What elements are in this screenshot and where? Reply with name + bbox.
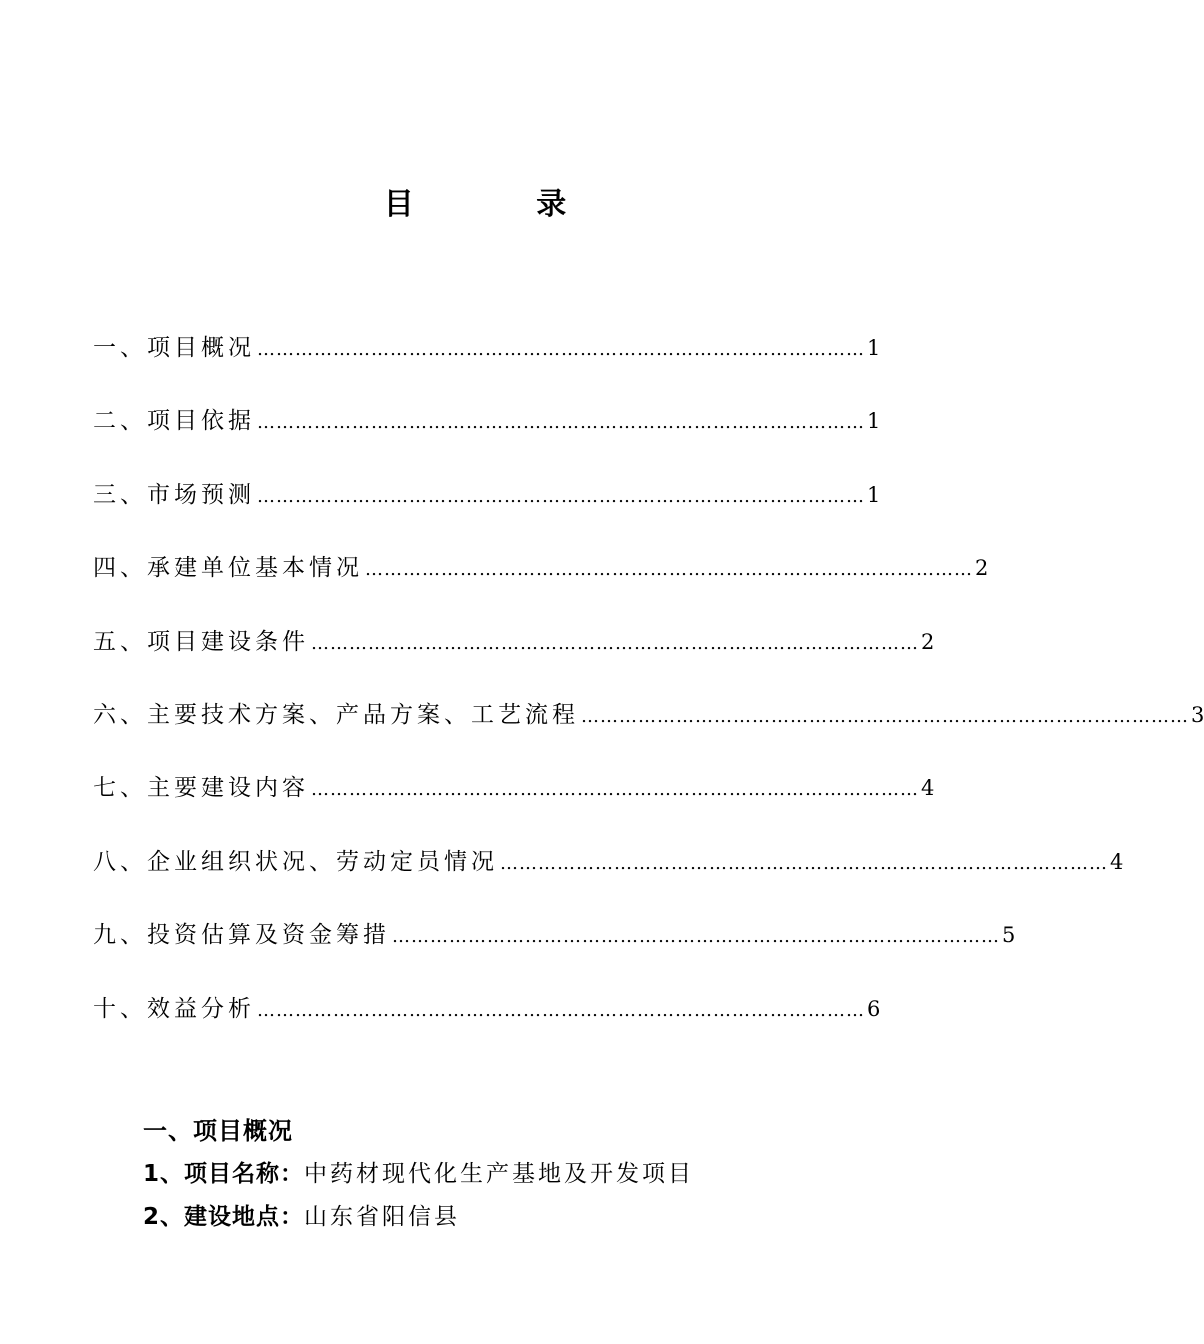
toc-leader-dots: ……………………………………………………………………………………: [257, 412, 865, 434]
toc-entry-label: 六、主要技术方案、产品方案、工艺流程: [93, 701, 579, 728]
info-row-location: [143, 1196, 843, 1239]
toc-entry-label: 七、主要建设内容: [93, 775, 309, 802]
section-heading: 一、项目概况: [143, 1117, 293, 1145]
info-value: 中药材现代化生产基地及开发项目: [304, 1161, 695, 1187]
toc-page-number: 2: [975, 556, 989, 581]
toc-entry-label: 四、承建单位基本情况: [93, 555, 363, 582]
toc-page-number: 1: [867, 336, 881, 360]
toc-entry-9[interactable]: [93, 915, 1016, 988]
toc-page-number: 6: [867, 996, 881, 1021]
toc-page-number: 4: [921, 776, 935, 801]
toc-entry-7[interactable]: [93, 768, 935, 841]
toc-page-number: 1: [867, 482, 881, 507]
page-title: 目 录: [383, 187, 623, 222]
toc-leader-dots: ……………………………………………………………………………………: [365, 559, 973, 581]
toc-entry-1[interactable]: [93, 328, 881, 401]
toc-page-number: 5: [1002, 923, 1016, 948]
toc-leader-dots: ……………………………………………………………………………………: [581, 705, 1189, 727]
toc-leader-dots: ……………………………………………………………………………………: [500, 852, 1108, 874]
info-key: 2、建设地点：: [143, 1204, 305, 1230]
toc-entry-label: 三、市场预测: [93, 481, 255, 508]
toc-leader-dots: ……………………………………………………………………………………: [257, 485, 865, 507]
toc-entry-label: 十、效益分析: [93, 995, 255, 1022]
toc-entry-label: 九、投资估算及资金筹措: [93, 922, 390, 949]
toc-leader-dots: ……………………………………………………………………………………: [311, 779, 919, 801]
toc-entry-label: 二、项目依据: [93, 408, 255, 435]
info-value: 山东省阳信县: [304, 1204, 461, 1230]
toc-entry-10[interactable]: [93, 989, 881, 1062]
toc-leader-dots: ……………………………………………………………………………………: [392, 926, 1000, 948]
toc-entry-2[interactable]: [93, 401, 881, 474]
toc-page-number: 3: [1191, 702, 1204, 727]
info-key: 1、项目名称：: [143, 1161, 305, 1187]
toc-leader-dots: ……………………………………………………………………………………: [311, 632, 919, 654]
toc-entry-6[interactable]: [93, 695, 1204, 768]
toc-leader-dots: ……………………………………………………………………………………: [257, 339, 865, 360]
toc-entry-label: 一、项目概况: [93, 335, 255, 361]
toc-entry-label: 五、项目建设条件: [93, 628, 309, 655]
toc-entry-label: 八、企业组织状况、劳动定员情况: [93, 848, 498, 875]
toc-entry-4[interactable]: [93, 548, 989, 621]
toc-entry-5[interactable]: [93, 622, 935, 695]
toc-leader-dots: ……………………………………………………………………………………: [257, 999, 865, 1021]
table-of-contents: [93, 328, 1204, 1062]
info-row-project-name: [143, 1153, 843, 1196]
toc-page-number: 4: [1110, 849, 1124, 874]
toc-page-number: 2: [921, 629, 935, 654]
toc-entry-3[interactable]: [93, 475, 881, 548]
toc-entry-8[interactable]: [93, 842, 1124, 915]
section-project-overview: [143, 1110, 843, 1239]
toc-page-number: 1: [867, 409, 881, 434]
